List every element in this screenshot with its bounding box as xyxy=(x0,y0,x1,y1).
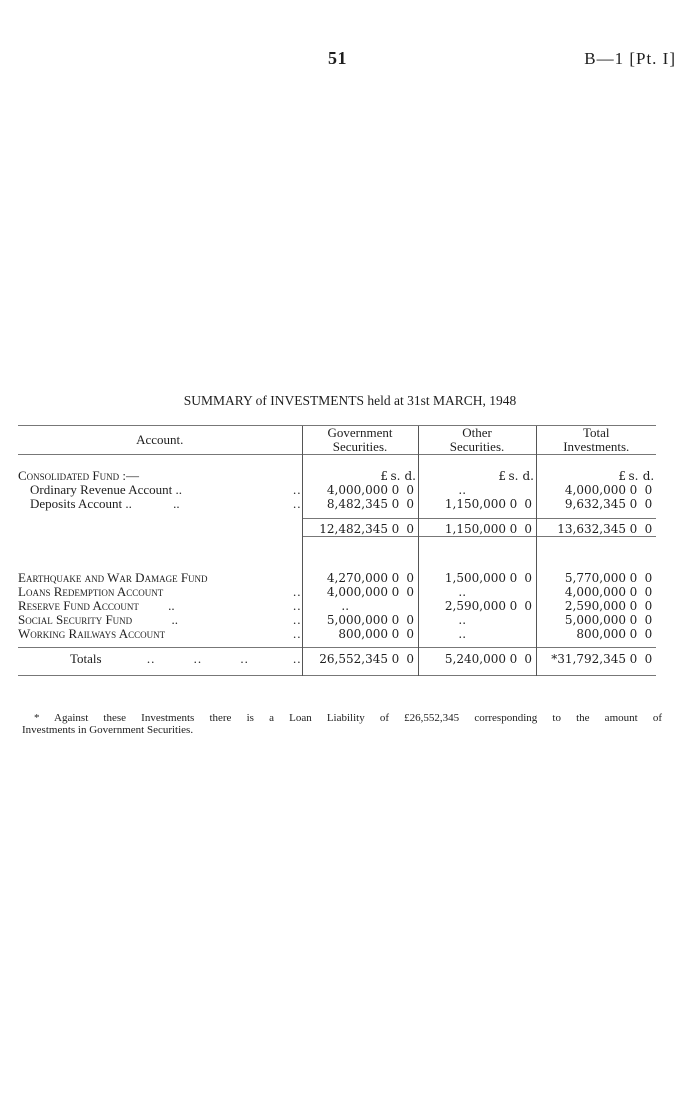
totals-dots: .. xyxy=(286,647,302,666)
total-shillings: 0 xyxy=(629,613,638,627)
total-shillings: 0 xyxy=(629,627,638,641)
other-pence xyxy=(521,483,536,497)
table-row xyxy=(18,497,656,511)
government-shillings: 0 xyxy=(391,497,400,511)
other-pounds: .. xyxy=(418,613,506,627)
government-shillings: 0 xyxy=(391,613,400,627)
other-pounds: .. xyxy=(418,627,506,641)
government-pounds: 8,482,345 xyxy=(302,497,388,511)
other-pence: 0 xyxy=(524,599,533,613)
row-label xyxy=(18,599,286,613)
total-shillings: 0 xyxy=(629,497,638,511)
government-shillings xyxy=(388,599,403,613)
government-pence xyxy=(403,599,418,613)
table-row xyxy=(18,469,656,483)
table-row xyxy=(18,613,656,627)
total-pence: 0 xyxy=(644,497,653,511)
government-pence: 0 xyxy=(406,497,415,511)
unit-pence: d. xyxy=(404,469,416,483)
total-pounds: 5,000,000 xyxy=(536,613,626,627)
total-pence: 0 xyxy=(644,627,653,641)
subtotal-other-shillings: 0 xyxy=(506,518,521,536)
government-shillings: 0 xyxy=(391,585,400,599)
row-label: Ordinary Revenue Account .. xyxy=(30,482,182,497)
total-pence: 0 xyxy=(644,585,653,599)
other-pounds: .. xyxy=(418,483,506,497)
page-reference: B—1 [Pt. I] xyxy=(584,49,676,68)
row-label: Loans Redemption Account xyxy=(18,584,164,599)
page-number: 51 xyxy=(328,48,347,68)
total-header-line2: Investments. xyxy=(563,439,630,454)
row-label-text: Social Security Fund xyxy=(18,612,133,627)
unit-pound: £ xyxy=(418,469,506,483)
government-pounds: 4,270,000 xyxy=(302,571,388,585)
government-pounds: .. xyxy=(302,599,388,613)
page-title xyxy=(0,393,700,409)
row-label-dots: .. xyxy=(173,496,180,511)
table-row xyxy=(18,483,656,497)
other-pounds: 2,590,000 xyxy=(418,599,506,613)
government-shillings: 0 xyxy=(391,483,400,497)
subtotal-other-pounds: 1,150,000 xyxy=(418,518,506,536)
consolidated-fund-label: Consolidated Fund :— xyxy=(18,468,140,483)
column-header-total xyxy=(536,426,656,455)
unit-shillings: s. xyxy=(508,469,519,483)
total-pence: 0 xyxy=(644,613,653,627)
table-row xyxy=(18,599,656,613)
other-pounds: .. xyxy=(418,585,506,599)
totals-other-shillings: 0 xyxy=(506,647,521,666)
subtotal-total-pence: 0 xyxy=(641,518,656,536)
government-pounds: 5,000,000 xyxy=(302,613,388,627)
column-header-account: Account. xyxy=(136,432,184,447)
total-pence: 0 xyxy=(644,571,653,585)
row-dots: .. xyxy=(293,496,302,511)
totals-total-pounds: *31,792,345 xyxy=(536,647,626,666)
total-pence: 0 xyxy=(644,599,653,613)
government-pounds: 4,000,000 xyxy=(302,483,388,497)
government-pence: 0 xyxy=(406,613,415,627)
footnote xyxy=(22,712,662,736)
table-row xyxy=(18,571,656,585)
other-shillings: 0 xyxy=(509,571,518,585)
column-header-government xyxy=(302,426,418,455)
row-label-dots: .. xyxy=(168,598,175,613)
table-row xyxy=(18,585,656,599)
total-pounds: 4,000,000 xyxy=(536,483,626,497)
row-label xyxy=(18,613,286,627)
subtotal-other-pence: 0 xyxy=(521,518,536,536)
other-shillings xyxy=(506,483,521,497)
subtotal-government-pence: 0 xyxy=(403,518,418,536)
unit-pound: £ xyxy=(536,469,626,483)
title-main: INVESTMENTS xyxy=(270,393,364,408)
footnote-line1: * Against these Investments there is a Loan Liability of £26,552,345 corresponding to the amount of xyxy=(34,712,662,724)
subtotal-government-pounds: 12,482,345 xyxy=(302,518,388,536)
row-label-dots: .. xyxy=(171,612,178,627)
row-dots: .. xyxy=(293,482,302,497)
government-pounds: 4,000,000 xyxy=(302,585,388,599)
unit-pound: £ xyxy=(302,469,388,483)
row-dots: .. xyxy=(293,598,302,613)
title-of: of xyxy=(255,393,267,408)
totals-row xyxy=(18,647,656,666)
row-dots: .. xyxy=(293,612,302,627)
government-pence: 0 xyxy=(406,585,415,599)
row-label-text: Reserve Fund Account xyxy=(18,598,139,613)
other-shillings xyxy=(506,585,521,599)
totals-label-dots: .. .. .. xyxy=(146,650,249,666)
other-shillings: 0 xyxy=(509,599,518,613)
totals-total-shillings: 0 xyxy=(626,647,641,666)
government-pence: 0 xyxy=(406,483,415,497)
total-pounds: 800,000 xyxy=(536,627,626,641)
table-row xyxy=(18,627,656,641)
government-shillings: 0 xyxy=(391,571,400,585)
other-header-line1: Other xyxy=(462,425,492,440)
column-header-other xyxy=(418,426,536,455)
row-dots: .. xyxy=(293,626,302,641)
totals-other-pounds: 5,240,000 xyxy=(418,647,506,666)
total-shillings: 0 xyxy=(629,483,638,497)
unit-shillings: s. xyxy=(628,469,639,483)
other-pounds: 1,500,000 xyxy=(418,571,506,585)
row-label xyxy=(18,497,286,511)
footnote-line2: Investments in Government Securities. xyxy=(22,724,194,736)
row-label: Earthquake and War Damage Fund xyxy=(18,570,208,585)
title-date: 31st MARCH, 1948 xyxy=(407,393,517,408)
other-header-line2: Securities. xyxy=(449,439,505,454)
government-shillings: 0 xyxy=(391,627,400,641)
unit-pence: d. xyxy=(522,469,534,483)
total-pence: 0 xyxy=(644,483,653,497)
government-header-line2: Securities. xyxy=(332,439,388,454)
row-dots: .. xyxy=(293,584,302,599)
row-label: Working Railways Account xyxy=(18,626,166,641)
government-pence: 0 xyxy=(406,571,415,585)
totals-government-pounds: 26,552,345 xyxy=(302,647,388,666)
totals-other-pence: 0 xyxy=(521,647,536,666)
other-pounds: 1,150,000 xyxy=(418,497,506,511)
totals-government-pence: 0 xyxy=(403,647,418,666)
unit-pence: d. xyxy=(642,469,655,483)
total-pounds: 2,590,000 xyxy=(536,599,626,613)
government-header-line1: Government xyxy=(327,425,393,440)
government-pounds: 800,000 xyxy=(302,627,388,641)
total-pounds: 9,632,345 xyxy=(536,497,626,511)
totals-total-pence: 0 xyxy=(641,647,656,666)
total-pounds: 4,000,000 xyxy=(536,585,626,599)
other-shillings xyxy=(506,627,521,641)
total-shillings: 0 xyxy=(629,571,638,585)
total-pounds: 5,770,000 xyxy=(536,571,626,585)
subtotal-total-pounds: 13,632,345 xyxy=(536,518,626,536)
other-pence xyxy=(521,627,536,641)
totals-label-text: Totals xyxy=(70,650,102,666)
subtotal-row xyxy=(18,518,656,536)
total-shillings: 0 xyxy=(629,585,638,599)
title-held: held at xyxy=(367,393,404,408)
other-pence: 0 xyxy=(524,571,533,585)
other-shillings: 0 xyxy=(509,497,518,511)
unit-shillings: s. xyxy=(390,469,401,483)
investments-summary-table xyxy=(18,425,656,676)
other-pence: 0 xyxy=(524,497,533,511)
row-label-text: Deposits Account .. xyxy=(30,496,132,511)
title-prefix: SUMMARY xyxy=(183,393,253,408)
subtotal-total-shillings: 0 xyxy=(626,518,641,536)
table-header-row xyxy=(18,426,656,455)
other-shillings xyxy=(506,613,521,627)
total-shillings: 0 xyxy=(629,599,638,613)
totals-label xyxy=(18,647,286,666)
other-pence xyxy=(521,585,536,599)
government-pence: 0 xyxy=(406,627,415,641)
total-header-line1: Total xyxy=(582,425,610,440)
subtotal-government-shillings: 0 xyxy=(388,518,403,536)
totals-government-shillings: 0 xyxy=(388,647,403,666)
other-pence xyxy=(521,613,536,627)
